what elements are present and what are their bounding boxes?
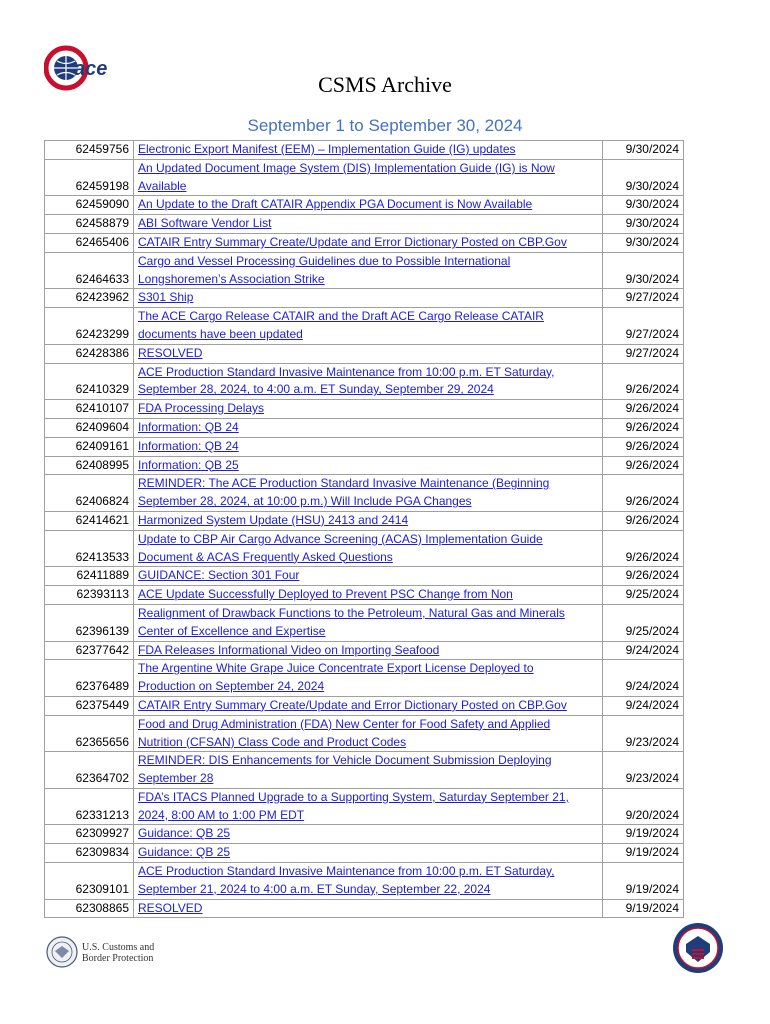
message-subject-link[interactable]: September 21, 2024 to 4:00 a.m. ET Sunday, September 22, 2024 <box>138 881 491 896</box>
message-number: 62413533 <box>45 530 134 567</box>
message-number: 62410107 <box>45 400 134 419</box>
table-row <box>45 252 684 289</box>
table-row <box>45 604 684 641</box>
message-number: 62393113 <box>45 586 134 605</box>
message-date: 9/20/2024 <box>603 788 684 825</box>
message-number: 62414621 <box>45 511 134 530</box>
message-number: 62376489 <box>45 660 134 697</box>
message-date: 9/26/2024 <box>603 567 684 586</box>
cbp-agency-line2: Border Protection <box>82 953 154 964</box>
message-subject-cell <box>134 363 603 400</box>
table-row <box>45 511 684 530</box>
message-subject-link[interactable]: September 28, 2024, to 4:00 a.m. ET Sunday, September 29, 2024 <box>138 382 494 397</box>
message-subject-link[interactable]: Information: QB 25 <box>138 457 239 472</box>
message-subject-cell <box>134 437 603 456</box>
message-subject-link[interactable]: REMINDER: DIS Enhancements for Vehicle Document Submission Deploying <box>138 753 552 768</box>
message-number: 62409604 <box>45 418 134 437</box>
message-subject-link[interactable]: RESOLVED <box>138 345 203 360</box>
message-subject-cell <box>134 233 603 252</box>
message-number: 62459756 <box>45 141 134 160</box>
message-subject-link[interactable]: CATAIR Entry Summary Create/Update and Error Dictionary Posted on CBP.Gov <box>138 697 567 712</box>
message-date: 9/26/2024 <box>603 475 684 512</box>
message-number: 62428386 <box>45 344 134 363</box>
message-number: 62309927 <box>45 825 134 844</box>
message-subject-cell <box>134 788 603 825</box>
table-row <box>45 196 684 215</box>
message-subject-link[interactable]: documents have been updated <box>138 326 303 341</box>
table-row <box>45 899 684 918</box>
message-subject-link[interactable]: Guidance: QB 25 <box>138 826 231 841</box>
message-number: 62331213 <box>45 788 134 825</box>
message-number: 62309834 <box>45 844 134 863</box>
message-subject-cell <box>134 825 603 844</box>
message-number: 62459198 <box>45 159 134 196</box>
message-subject-cell <box>134 475 603 512</box>
page-title: CSMS Archive <box>318 72 452 97</box>
message-subject-cell <box>134 308 603 345</box>
cbp-seal-icon <box>672 922 724 974</box>
message-date: 9/27/2024 <box>603 308 684 345</box>
message-subject-link[interactable]: ACE Production Standard Invasive Maintenance from 10:00 p.m. ET Saturday, <box>138 864 555 879</box>
cbp-agency-name <box>82 942 154 964</box>
message-number: 62406824 <box>45 475 134 512</box>
message-date: 9/19/2024 <box>603 844 684 863</box>
message-date: 9/30/2024 <box>603 233 684 252</box>
message-subject-link[interactable]: GUIDANCE: Section 301 Four <box>138 568 300 583</box>
message-subject-link[interactable]: Information: QB 24 <box>138 438 239 453</box>
message-date: 9/19/2024 <box>603 863 684 900</box>
message-subject-cell <box>134 863 603 900</box>
message-date: 9/27/2024 <box>603 344 684 363</box>
message-number: 62409161 <box>45 437 134 456</box>
message-subject-link[interactable]: Center of Excellence and Expertise <box>138 623 326 638</box>
table-row <box>45 696 684 715</box>
table-row <box>45 844 684 863</box>
message-date: 9/26/2024 <box>603 400 684 419</box>
message-date: 9/24/2024 <box>603 641 684 660</box>
message-subject-link[interactable]: Electronic Export Manifest (EEM) – Implementation Guide (IG) updates <box>138 142 516 156</box>
message-subject-cell <box>134 511 603 530</box>
message-date: 9/27/2024 <box>603 289 684 308</box>
message-date: 9/23/2024 <box>603 752 684 789</box>
table-row <box>45 215 684 234</box>
message-number: 62377642 <box>45 641 134 660</box>
message-date: 9/24/2024 <box>603 660 684 697</box>
message-subject-cell <box>134 604 603 641</box>
message-date: 9/25/2024 <box>603 604 684 641</box>
message-subject-cell <box>134 752 603 789</box>
message-subject-cell <box>134 715 603 752</box>
message-number: 62408995 <box>45 456 134 475</box>
message-date: 9/30/2024 <box>603 141 684 160</box>
message-subject-link[interactable]: Document & ACAS Frequently Asked Questions <box>138 549 393 564</box>
message-subject-link[interactable]: ABI Software Vendor List <box>138 216 272 231</box>
message-subject-cell <box>134 289 603 308</box>
message-subject-link[interactable]: Harmonized System Update (HSU) 2413 and 2414 <box>138 512 409 527</box>
message-subject-link[interactable]: Longshoremen’s Association Strike <box>138 271 325 286</box>
message-number: 62464633 <box>45 252 134 289</box>
table-row <box>45 418 684 437</box>
message-subject-link[interactable]: Realignment of Drawback Functions to the Petroleum, Natural Gas and Minerals <box>138 605 565 620</box>
table-row <box>45 475 684 512</box>
message-subject-link[interactable]: An Update to the Draft CATAIR Appendix PGA Document is Now Available <box>138 197 533 212</box>
message-number: 62364702 <box>45 752 134 789</box>
table-row <box>45 159 684 196</box>
message-date: 9/23/2024 <box>603 715 684 752</box>
message-subject-link[interactable]: An Updated Document Image System (DIS) Implementation Guide (IG) is Now <box>138 160 555 175</box>
table-row <box>45 344 684 363</box>
message-subject-link[interactable]: Update to CBP Air Cargo Advance Screening (ACAS) Implementation Guide <box>138 531 543 546</box>
message-subject-link[interactable]: ACE Update Successfully Deployed to Prevent PSC Change from Non <box>138 587 513 602</box>
csms-archive-table <box>44 140 684 918</box>
table-row <box>45 437 684 456</box>
table-row <box>45 641 684 660</box>
message-subject-link[interactable]: Nutrition (CFSAN) Class Code and Product Codes <box>138 734 407 749</box>
table-row <box>45 825 684 844</box>
message-subject-link[interactable]: Available <box>138 178 187 193</box>
table-row <box>45 308 684 345</box>
message-date: 9/25/2024 <box>603 586 684 605</box>
ace-logo-text: ace <box>74 58 108 80</box>
message-date: 9/26/2024 <box>603 511 684 530</box>
message-subject-link[interactable]: 2024, 8:00 AM to 1:00 PM EDT <box>138 807 305 822</box>
message-number: 62411889 <box>45 567 134 586</box>
message-date: 9/19/2024 <box>603 825 684 844</box>
dhs-seal-icon <box>46 936 78 968</box>
message-subject-link[interactable]: CATAIR Entry Summary Create/Update and Error Dictionary Posted on CBP.Gov <box>138 234 567 249</box>
archive-rows <box>45 141 684 918</box>
message-number: 62365656 <box>45 715 134 752</box>
message-number: 62308865 <box>45 899 134 918</box>
message-subject-link[interactable]: S301 Ship <box>138 290 194 305</box>
cbp-footer-logo <box>46 936 206 972</box>
message-subject-link[interactable]: FDA Processing Delays <box>138 401 265 416</box>
table-row <box>45 289 684 308</box>
message-number: 62309101 <box>45 863 134 900</box>
message-date: 9/26/2024 <box>603 456 684 475</box>
message-subject-cell <box>134 159 603 196</box>
message-subject-cell <box>134 530 603 567</box>
message-subject-cell <box>134 567 603 586</box>
message-date: 9/26/2024 <box>603 418 684 437</box>
date-range-subtitle: September 1 to September 30, 2024 <box>247 116 523 135</box>
message-date: 9/30/2024 <box>603 159 684 196</box>
message-subject-cell <box>134 418 603 437</box>
message-date: 9/30/2024 <box>603 252 684 289</box>
message-subject-link[interactable]: September 28, 2024, at 10:00 p.m.) Will Include PGA Changes <box>138 494 472 509</box>
message-subject-cell <box>134 344 603 363</box>
table-row <box>45 586 684 605</box>
table-row <box>45 233 684 252</box>
message-subject-link[interactable]: The ACE Cargo Release CATAIR and the Draft ACE Cargo Release CATAIR <box>138 309 544 324</box>
table-row <box>45 715 684 752</box>
message-subject-cell <box>134 696 603 715</box>
message-subject-cell <box>134 844 603 863</box>
message-number: 62459090 <box>45 196 134 215</box>
cbp-agency-line1: U.S. Customs and <box>82 942 155 953</box>
table-row <box>45 660 684 697</box>
message-number: 62423299 <box>45 308 134 345</box>
message-date: 9/26/2024 <box>603 437 684 456</box>
message-subject-cell <box>134 141 603 160</box>
message-subject-link[interactable]: September 28 <box>138 771 214 786</box>
message-subject-link[interactable]: RESOLVED <box>138 900 203 915</box>
message-subject-link[interactable]: Cargo and Vessel Processing Guidelines due to Possible International <box>138 253 511 268</box>
message-subject-cell <box>134 456 603 475</box>
message-date: 9/26/2024 <box>603 530 684 567</box>
message-subject-link[interactable]: Guidance: QB 25 <box>138 845 231 860</box>
message-subject-cell <box>134 252 603 289</box>
table-row <box>45 363 684 400</box>
message-number: 62410329 <box>45 363 134 400</box>
message-date: 9/30/2024 <box>603 215 684 234</box>
table-row <box>45 863 684 900</box>
message-subject-cell <box>134 641 603 660</box>
message-date: 9/26/2024 <box>603 363 684 400</box>
table-row <box>45 141 684 160</box>
table-row <box>45 400 684 419</box>
message-subject-cell <box>134 215 603 234</box>
message-subject-cell <box>134 586 603 605</box>
message-subject-cell <box>134 196 603 215</box>
message-subject-link[interactable]: FDA Releases Informational Video on Importing Seafood <box>138 642 440 657</box>
table-row <box>45 456 684 475</box>
table-row <box>45 752 684 789</box>
message-subject-cell <box>134 660 603 697</box>
message-date: 9/24/2024 <box>603 696 684 715</box>
message-subject-link[interactable]: The Argentine White Grape Juice Concentrate Export License Deployed to <box>138 661 534 676</box>
message-subject-link[interactable]: Production on September 24, 2024 <box>138 679 325 694</box>
message-subject-link[interactable]: ACE Production Standard Invasive Maintenance from 10:00 p.m. ET Saturday, <box>138 364 555 379</box>
table-row <box>45 530 684 567</box>
message-subject-link[interactable]: REMINDER: The ACE Production Standard Invasive Maintenance (Beginning <box>138 476 550 491</box>
message-number: 62375449 <box>45 696 134 715</box>
message-subject-link[interactable]: Food and Drug Administration (FDA) New Center for Food Safety and Applied <box>138 716 551 731</box>
message-date: 9/30/2024 <box>603 196 684 215</box>
message-subject-link[interactable]: Information: QB 24 <box>138 419 239 434</box>
message-number: 62396139 <box>45 604 134 641</box>
message-number: 62458879 <box>45 215 134 234</box>
message-number: 62465406 <box>45 233 134 252</box>
message-date: 9/19/2024 <box>603 899 684 918</box>
table-row <box>45 788 684 825</box>
message-subject-link[interactable]: FDA’s ITACS Planned Upgrade to a Supporting System, Saturday September 21, <box>138 789 569 804</box>
table-row <box>45 567 684 586</box>
message-subject-cell <box>134 400 603 419</box>
message-subject-cell <box>134 899 603 918</box>
message-number: 62423962 <box>45 289 134 308</box>
